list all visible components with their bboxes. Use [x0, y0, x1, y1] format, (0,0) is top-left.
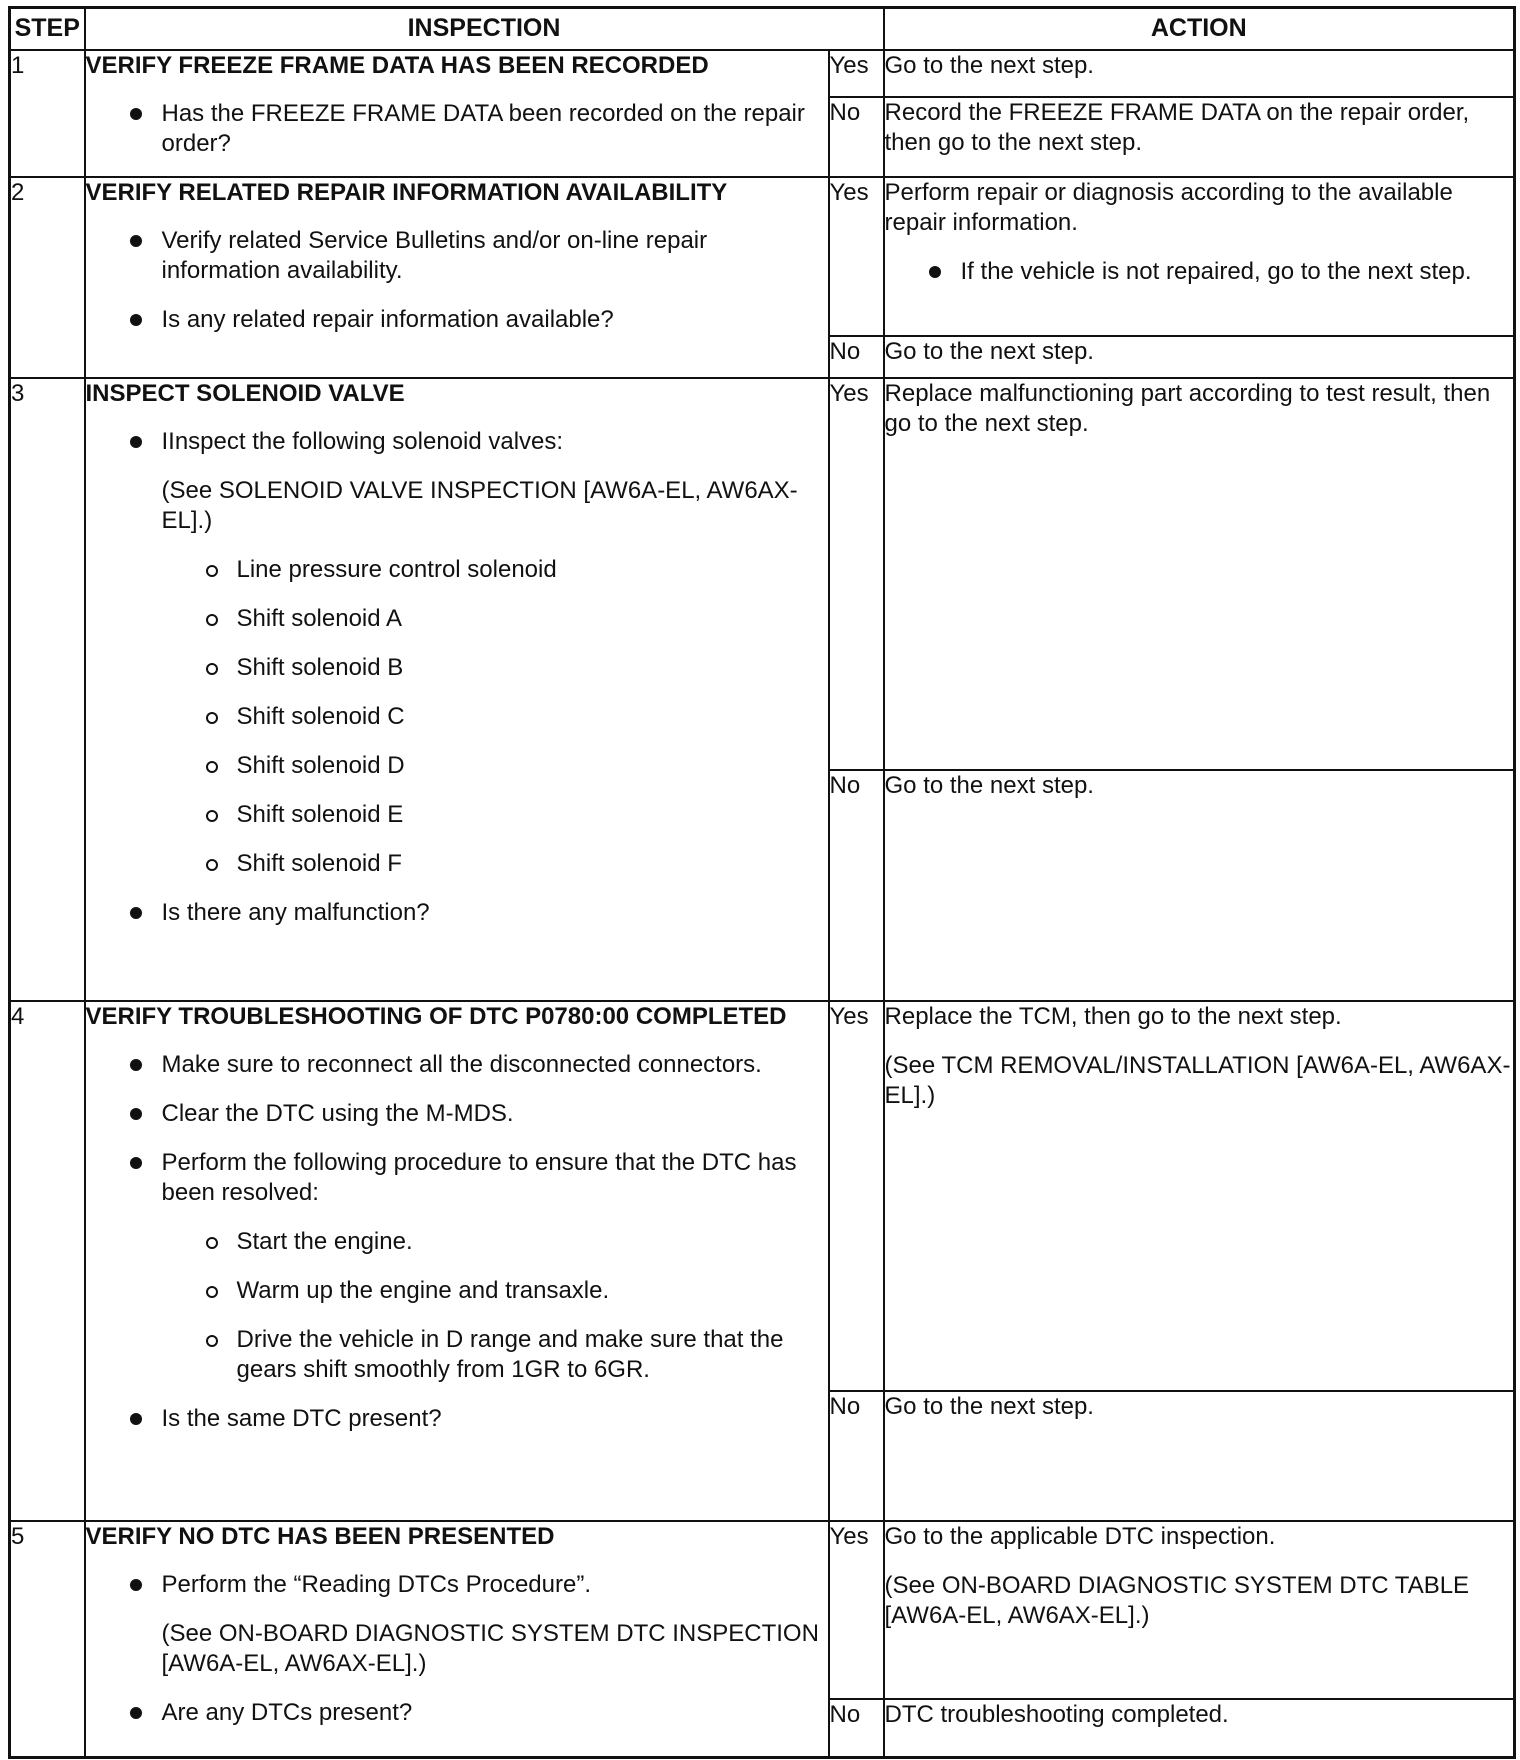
step-1-inspection — [85, 50, 829, 177]
step-number: 2 — [10, 177, 85, 378]
reference-note: (See TCM REMOVAL/INSTALLATION [AW6A-EL, AW6AX-EL].) — [884, 1052, 1511, 1109]
step-5-inspection — [85, 1521, 829, 1757]
bullet-item: IInspect the following solenoid valves: — [86, 427, 828, 457]
reference-note: (See ON-BOARD DIAGNOSTIC SYSTEM DTC TABLE [AW6A-EL, AW6AX-EL].) — [884, 1572, 1470, 1629]
sub-bullet-item: Shift solenoid E — [86, 800, 828, 830]
yes-action-cell — [884, 177, 1515, 336]
inspection-header: INSPECTION — [85, 8, 884, 51]
bullet-item: Perform the following procedure to ensure that the DTC has been resolved: — [86, 1148, 828, 1208]
no-action: Record the FREEZE FRAME DATA on the repair order, then go to the next step. — [884, 97, 1515, 177]
sub-bullet-item: Start the engine. — [86, 1227, 828, 1257]
no-action: Go to the next step. — [884, 1391, 1515, 1521]
reference-note: (See SOLENOID VALVE INSPECTION [AW6A-EL, AW6AX-EL].) — [161, 477, 798, 534]
yes-action: Replace malfunctioning part according to test result, then go to the next step. — [884, 378, 1515, 770]
step-number: 1 — [10, 50, 85, 177]
yes-action-cell — [884, 1521, 1515, 1699]
step-5-yes-row — [10, 1521, 1515, 1699]
sub-bullet-item: Shift solenoid D — [86, 751, 828, 781]
no-label: No — [829, 1699, 884, 1757]
sub-bullet-item: Shift solenoid B — [86, 653, 828, 683]
diagnostic-table — [8, 6, 1516, 1759]
step-3-inspection — [85, 378, 829, 1001]
step-2-yes-row — [10, 177, 1515, 336]
step-title: VERIFY FREEZE FRAME DATA HAS BEEN RECORDED — [85, 52, 709, 79]
bullet-item: Is there any malfunction? — [86, 898, 828, 928]
sub-bullet-item: Drive the vehicle in D range and make sure that the gears shift smoothly from 1GR to 6GR. — [86, 1325, 828, 1385]
step-3-yes-row — [10, 378, 1515, 770]
bullet-item: Perform the “Reading DTCs Procedure”. — [86, 1570, 828, 1600]
no-action: Go to the next step. — [884, 770, 1515, 1001]
sub-bullet-item: Line pressure control solenoid — [86, 555, 828, 585]
no-label: No — [829, 1391, 884, 1521]
step-4-inspection — [85, 1001, 829, 1521]
bullet-item: Has the FREEZE FRAME DATA been recorded on the repair order? — [86, 99, 828, 159]
step-title: VERIFY NO DTC HAS BEEN PRESENTED — [85, 1523, 555, 1550]
yes-label: Yes — [829, 1521, 884, 1699]
yes-action: Perform repair or diagnosis according to the available repair information. — [884, 179, 1453, 236]
bullet-item: Verify related Service Bulletins and/or on-line repair information availability. — [86, 226, 828, 286]
step-number: 5 — [10, 1521, 85, 1757]
yes-label: Yes — [829, 177, 884, 336]
no-action: DTC troubleshooting completed. — [884, 1699, 1515, 1757]
no-label: No — [829, 97, 884, 177]
yes-action-cell — [884, 1001, 1515, 1391]
step-title: VERIFY RELATED REPAIR INFORMATION AVAILABILITY — [85, 179, 728, 206]
no-action: Go to the next step. — [884, 336, 1515, 378]
no-label: No — [829, 770, 884, 1001]
no-label: No — [829, 336, 884, 378]
step-header: STEP — [10, 8, 85, 51]
step-title: INSPECT SOLENOID VALVE — [85, 380, 405, 407]
yes-label: Yes — [829, 378, 884, 770]
header-row — [10, 8, 1515, 51]
sub-bullet-item: Shift solenoid C — [86, 702, 828, 732]
step-number: 3 — [10, 378, 85, 1001]
bullet-item: Is the same DTC present? — [86, 1404, 828, 1434]
step-4-yes-row — [10, 1001, 1515, 1391]
yes-action: Go to the next step. — [884, 50, 1515, 97]
yes-action: Go to the applicable DTC inspection. — [884, 1523, 1276, 1550]
sub-bullet-item: Warm up the engine and transaxle. — [86, 1276, 828, 1306]
step-title: VERIFY TROUBLESHOOTING OF DTC P0780:00 COMPLETED — [85, 1003, 787, 1030]
bullet-item: Is any related repair information available? — [86, 305, 828, 335]
step-number: 4 — [10, 1001, 85, 1521]
yes-label: Yes — [829, 50, 884, 97]
step-1-yes-row — [10, 50, 1515, 97]
bullet-item: Are any DTCs present? — [86, 1698, 828, 1728]
bullet-item: Clear the DTC using the M-MDS. — [86, 1099, 828, 1129]
step-2-inspection — [85, 177, 829, 378]
bullet-item: Make sure to reconnect all the disconnected connectors. — [86, 1050, 828, 1080]
yes-label: Yes — [829, 1001, 884, 1391]
sub-bullet-item: Shift solenoid A — [86, 604, 828, 634]
yes-action: Replace the TCM, then go to the next step. — [884, 1003, 1342, 1030]
action-header: ACTION — [884, 8, 1515, 51]
sub-bullet-item: Shift solenoid F — [86, 849, 828, 879]
reference-note: (See ON-BOARD DIAGNOSTIC SYSTEM DTC INSPECTION [AW6A-EL, AW6AX-EL].) — [161, 1620, 819, 1677]
yes-sub-bullet: If the vehicle is not repaired, go to the next step. — [885, 257, 1514, 287]
